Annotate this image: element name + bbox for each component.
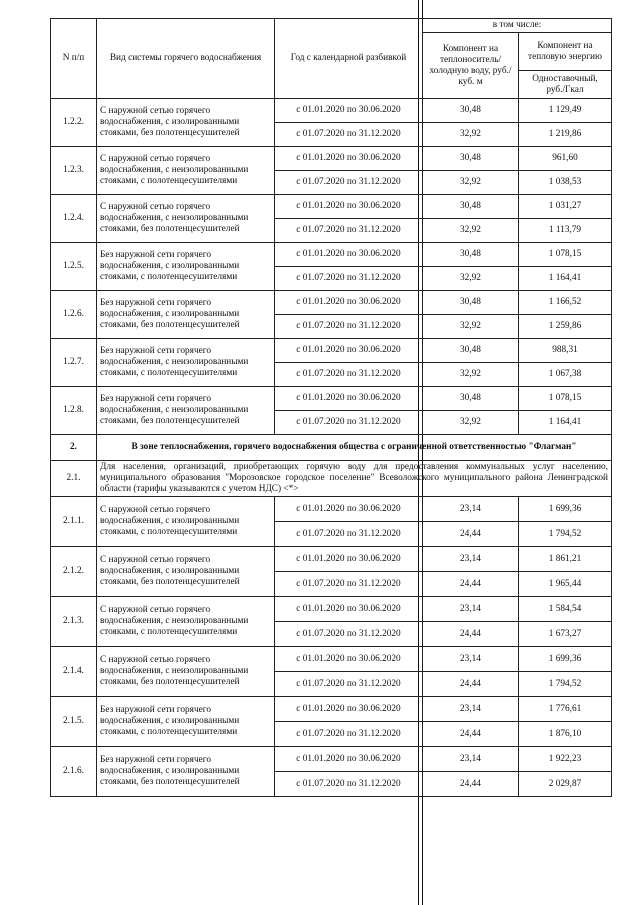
row-period: с 01.01.2020 по 30.06.2020 (275, 747, 423, 772)
row-kind: Без наружной сети горячего водоснабжения, с изолированными стояками, без полотенцесушителей (97, 291, 275, 339)
row-period: с 01.01.2020 по 30.06.2020 (275, 99, 423, 123)
row-water-value: 24,44 (423, 572, 519, 597)
row-number: 2.1.5. (51, 697, 97, 747)
row-water-value: 32,92 (423, 363, 519, 387)
row-period: с 01.01.2020 по 30.06.2020 (275, 597, 423, 622)
table-row (51, 747, 612, 772)
row-water-value: 32,92 (423, 315, 519, 339)
row-period: с 01.07.2020 по 31.12.2020 (275, 123, 423, 147)
row-heat-value: 1 699,36 (519, 647, 612, 672)
row-period: с 01.07.2020 по 31.12.2020 (275, 622, 423, 647)
row-period: с 01.01.2020 по 30.06.2020 (275, 697, 423, 722)
row-number: 1.2.4. (51, 195, 97, 243)
row-heat-value: 1 219,86 (519, 123, 612, 147)
row-heat-value: 1 922,23 (519, 747, 612, 772)
table-row (51, 647, 612, 672)
table-row (51, 387, 612, 411)
row-period: с 01.07.2020 по 31.12.2020 (275, 572, 423, 597)
header-comp-heat-unit: Одноставочный, руб./Гкал (519, 71, 612, 99)
row-water-value: 23,14 (423, 647, 519, 672)
row-number: 2.1.3. (51, 597, 97, 647)
row-period: с 01.07.2020 по 31.12.2020 (275, 722, 423, 747)
row-number: 1.2.8. (51, 387, 97, 435)
row-period: с 01.01.2020 по 30.06.2020 (275, 497, 423, 522)
header-comp-heat: Компонент на тепловую энергию (519, 33, 612, 71)
row-kind: С наружной сетью горячего водоснабжения, с неизолированными стояками, с полотенцесушителями (97, 147, 275, 195)
row-water-value: 30,48 (423, 243, 519, 267)
row-period: с 01.01.2020 по 30.06.2020 (275, 547, 423, 572)
header-including: в том числе: (423, 19, 612, 33)
row-heat-value: 1 861,21 (519, 547, 612, 572)
row-water-value: 24,44 (423, 722, 519, 747)
row-heat-value: 1 113,79 (519, 219, 612, 243)
table-row (51, 243, 612, 267)
row-heat-value: 1 038,53 (519, 171, 612, 195)
row-heat-value: 1 776,61 (519, 697, 612, 722)
row-water-value: 30,48 (423, 195, 519, 219)
row-kind: Без наружной сети горячего водоснабжения, с изолированными стояками, с полотенцесушителями (97, 243, 275, 291)
row-period: с 01.07.2020 по 31.12.2020 (275, 522, 423, 547)
row-kind: Без наружной сети горячего водоснабжения, с изолированными стояками, без полотенцесушителей (97, 747, 275, 797)
row-period: с 01.07.2020 по 31.12.2020 (275, 411, 423, 435)
table-row (51, 99, 612, 123)
row-number: 1.2.5. (51, 243, 97, 291)
row-number: 1.2.6. (51, 291, 97, 339)
section-row (51, 435, 612, 461)
row-heat-value: 1 166,52 (519, 291, 612, 315)
row-kind: С наружной сетью горячего водоснабжения, с изолированными стояками, с полотенцесушителями (97, 497, 275, 547)
row-heat-value: 1 794,52 (519, 522, 612, 547)
row-kind: Без наружной сети горячего водоснабжения, с неизолированными стояками, с полотенцесушителями (97, 339, 275, 387)
row-heat-value: 1 164,41 (519, 411, 612, 435)
row-water-value: 30,48 (423, 99, 519, 123)
row-period: с 01.07.2020 по 31.12.2020 (275, 772, 423, 797)
row-heat-value: 1 031,27 (519, 195, 612, 219)
row-period: с 01.01.2020 по 30.06.2020 (275, 339, 423, 363)
row-water-value: 24,44 (423, 522, 519, 547)
row-period: с 01.01.2020 по 30.06.2020 (275, 243, 423, 267)
row-period: с 01.01.2020 по 30.06.2020 (275, 147, 423, 171)
row-heat-value: 1 067,38 (519, 363, 612, 387)
row-heat-value: 1 794,52 (519, 672, 612, 697)
section-title: В зоне теплоснабжения, горячего водоснабжения общества с ограниченной ответственностью "Флагман" (97, 435, 612, 461)
row-heat-value: 1 078,15 (519, 387, 612, 411)
row-kind: С наружной сетью горячего водоснабжения, с неизолированными стояками, с полотенцесушителями (97, 597, 275, 647)
row-water-value: 32,92 (423, 123, 519, 147)
row-heat-value: 1 673,27 (519, 622, 612, 647)
row-kind: Без наружной сети горячего водоснабжения, с неизолированными стояками, без полотенцесушителей (97, 387, 275, 435)
row-heat-value: 988,31 (519, 339, 612, 363)
row-period: с 01.01.2020 по 30.06.2020 (275, 387, 423, 411)
header-kind: Вид системы горячего водоснабжения (97, 19, 275, 99)
table-row (51, 547, 612, 572)
row-number: 2.1.2. (51, 547, 97, 597)
row-kind: С наружной сетью горячего водоснабжения, с неизолированными стояками, без полотенцесушителей (97, 195, 275, 243)
row-kind: Без наружной сети горячего водоснабжения, с изолированными стояками, с полотенцесушителями (97, 697, 275, 747)
row-period: с 01.07.2020 по 31.12.2020 (275, 363, 423, 387)
group-number: 2.1. (51, 461, 97, 497)
row-water-value: 23,14 (423, 747, 519, 772)
row-water-value: 23,14 (423, 547, 519, 572)
row-number: 2.1.4. (51, 647, 97, 697)
header-period: Год с календарной разбивкой (275, 19, 423, 99)
row-water-value: 24,44 (423, 772, 519, 797)
row-period: с 01.07.2020 по 31.12.2020 (275, 171, 423, 195)
row-heat-value: 1 699,36 (519, 497, 612, 522)
row-kind: С наружной сетью горячего водоснабжения, с неизолированными стояками, без полотенцесушителей (97, 647, 275, 697)
row-heat-value: 1 259,86 (519, 315, 612, 339)
row-kind: С наружной сетью горячего водоснабжения, с изолированными стояками, без полотенцесушителей (97, 99, 275, 147)
row-period: с 01.07.2020 по 31.12.2020 (275, 267, 423, 291)
row-water-value: 32,92 (423, 411, 519, 435)
row-heat-value: 1 876,10 (519, 722, 612, 747)
row-period: с 01.07.2020 по 31.12.2020 (275, 672, 423, 697)
row-heat-value: 1 965,44 (519, 572, 612, 597)
section-number: 2. (51, 435, 97, 461)
row-heat-value: 2 029,87 (519, 772, 612, 797)
row-number: 1.2.3. (51, 147, 97, 195)
row-water-value: 32,92 (423, 267, 519, 291)
row-heat-value: 1 584,54 (519, 597, 612, 622)
row-water-value: 23,14 (423, 497, 519, 522)
table-row (51, 195, 612, 219)
row-period: с 01.07.2020 по 31.12.2020 (275, 219, 423, 243)
row-number: 1.2.7. (51, 339, 97, 387)
row-heat-value: 1 164,41 (519, 267, 612, 291)
row-water-value: 30,48 (423, 147, 519, 171)
table-row (51, 597, 612, 622)
row-number: 1.2.2. (51, 99, 97, 147)
row-period: с 01.07.2020 по 31.12.2020 (275, 315, 423, 339)
row-period: с 01.01.2020 по 30.06.2020 (275, 647, 423, 672)
row-water-value: 23,14 (423, 697, 519, 722)
row-heat-value: 1 078,15 (519, 243, 612, 267)
row-heat-value: 1 129,49 (519, 99, 612, 123)
row-period: с 01.01.2020 по 30.06.2020 (275, 291, 423, 315)
row-water-value: 24,44 (423, 672, 519, 697)
row-water-value: 23,14 (423, 597, 519, 622)
row-number: 2.1.6. (51, 747, 97, 797)
row-water-value: 24,44 (423, 622, 519, 647)
group-text: Для населения, организаций, приобретающих горячую воду для предоставления коммунальных услуг населению, муниципального образования "Морозовское городское поселение" Всеволожского муниципального района Ленинградской области (тарифы указываются с учетом НДС) <*> (97, 461, 612, 497)
tariff-table (50, 18, 612, 797)
row-number: 2.1.1. (51, 497, 97, 547)
table-row (51, 147, 612, 171)
row-period: с 01.01.2020 по 30.06.2020 (275, 195, 423, 219)
header-comp-water: Компонент на теплоноситель/холодную воду, руб./куб. м (423, 33, 519, 99)
row-water-value: 30,48 (423, 339, 519, 363)
table-row (51, 697, 612, 722)
group-row (51, 461, 612, 497)
table-row (51, 339, 612, 363)
row-water-value: 30,48 (423, 387, 519, 411)
table-row (51, 497, 612, 522)
table-row (51, 291, 612, 315)
row-kind: С наружной сетью горячего водоснабжения, с изолированными стояками, без полотенцесушителей (97, 547, 275, 597)
row-water-value: 32,92 (423, 219, 519, 243)
row-heat-value: 961,60 (519, 147, 612, 171)
row-water-value: 30,48 (423, 291, 519, 315)
row-water-value: 32,92 (423, 171, 519, 195)
header-num: N п/п (51, 19, 97, 99)
